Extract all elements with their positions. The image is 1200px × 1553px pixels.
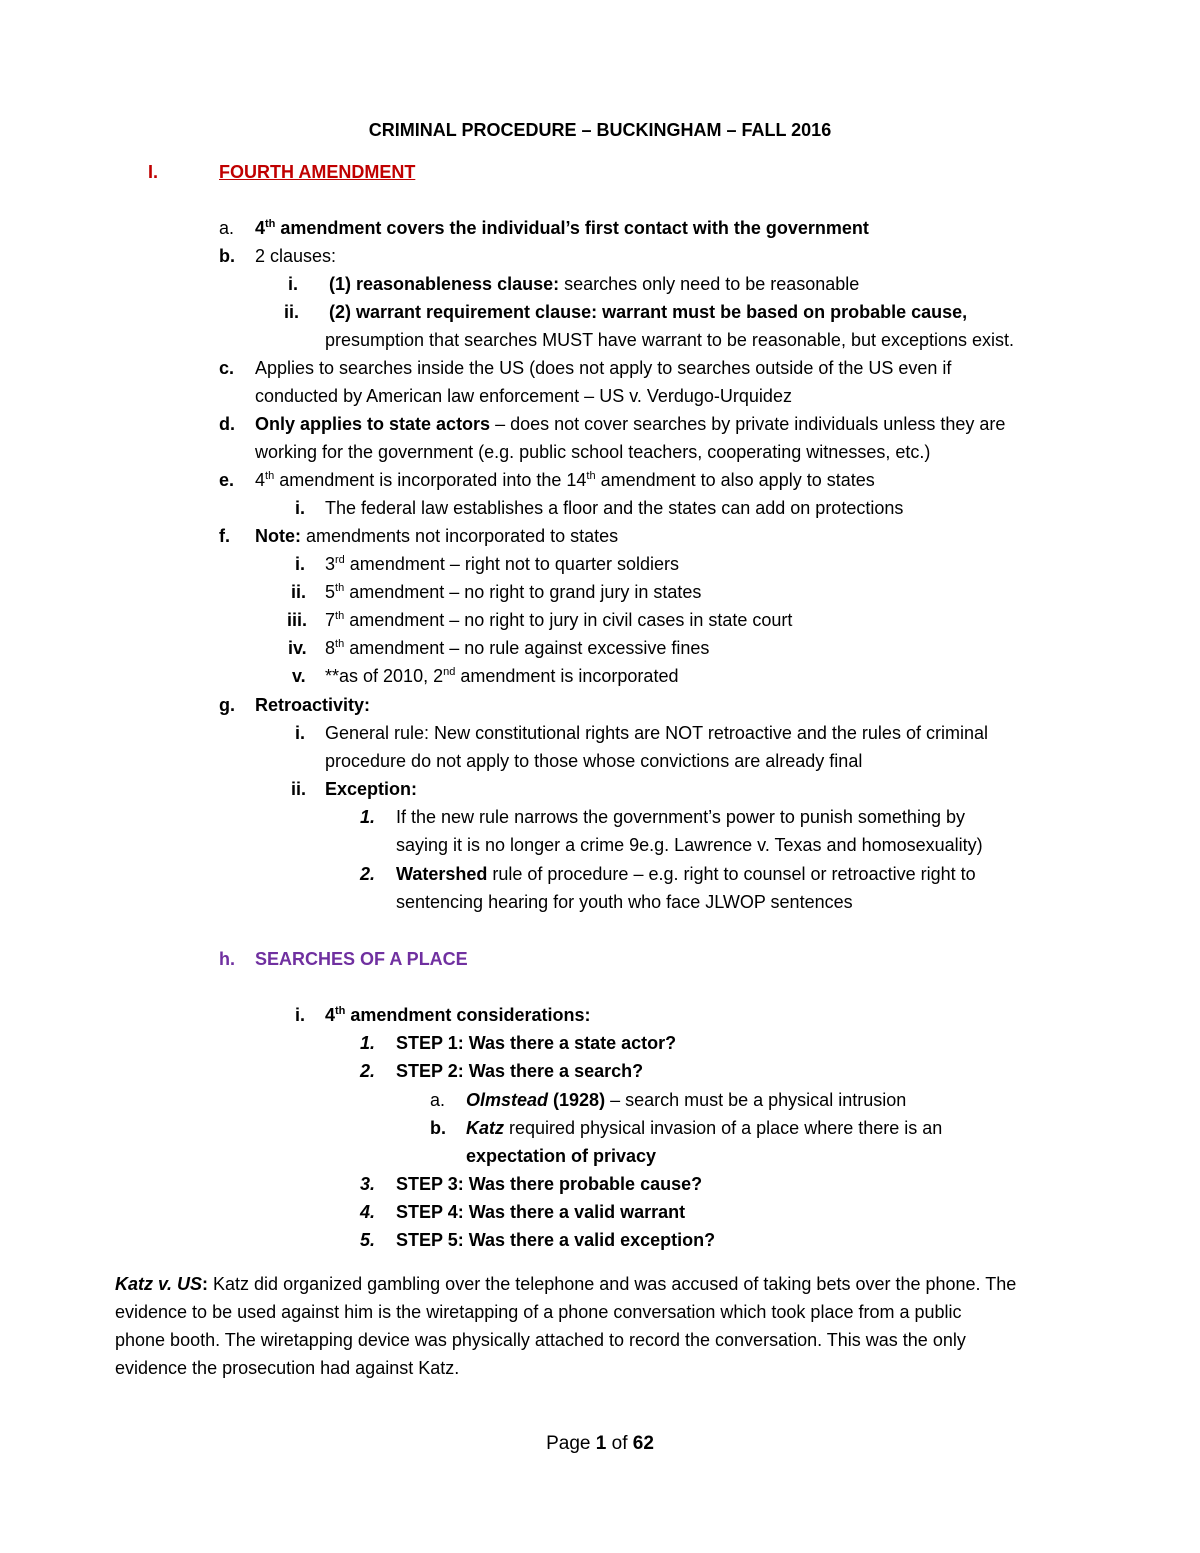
item-f-i-sup: rd [335, 554, 345, 566]
item-b-i-bold: (1) reasonableness clause: [329, 274, 560, 294]
list-label-f-v: v. [292, 666, 306, 686]
list-label-step-4: 4. [360, 1202, 376, 1222]
item-g-i-line1: General rule: New constitutional rights are NOT retroactive and the rules of criminal [325, 723, 988, 743]
list-label-f-ii: ii. [291, 582, 307, 602]
item-g-ii: Exception: [325, 779, 418, 799]
item-e [255, 466, 875, 494]
item-a-number: 4 [255, 218, 266, 238]
katz-text-1: Katz did organized gambling over the telephone and was accused of taking bets over the phone. The [208, 1274, 1017, 1294]
item-d-line2: working for the government (e.g. public school teachers, cooperating witnesses, etc.) [255, 442, 931, 462]
item-e-sup1: th [265, 470, 275, 482]
item-c-line2: conducted by American law enforcement – US v. Verdugo-Urquidez [255, 386, 792, 406]
item-d-line1 [255, 410, 1005, 438]
list-label-f: f. [219, 526, 230, 546]
item-h-i [325, 1001, 590, 1029]
list-label-d: d. [219, 414, 235, 434]
item-f-iii [325, 606, 792, 634]
step-3: STEP 3: Was there probable cause? [396, 1174, 703, 1194]
item-h-heading: SEARCHES OF A PLACE [255, 949, 468, 969]
item-d-text: – does not cover searches by private individuals unless they are [490, 414, 1006, 434]
section-heading: FOURTH AMENDMENT [219, 162, 416, 182]
item-f-iv-sup: th [335, 638, 345, 650]
katz-paragraph-line4: evidence the prosecution had against Katz. [115, 1358, 460, 1378]
item-f-text: amendments not incorporated to states [301, 526, 619, 546]
step-1: STEP 1: Was there a state actor? [396, 1033, 677, 1053]
item-f [255, 522, 618, 550]
item-g-i-line2: procedure do not apply to those whose convictions are already final [325, 751, 863, 771]
page-footer [0, 1430, 1200, 1458]
item-f-bold: Note: [255, 526, 301, 546]
list-label-e: e. [219, 470, 235, 490]
item-f-v-text: amendment is incorporated [455, 666, 679, 686]
list-label-step-2-a: a. [430, 1090, 446, 1110]
list-label-f-i: i. [295, 554, 306, 574]
list-label-f-iii: iii. [287, 610, 308, 630]
list-label-h-i: i. [295, 1005, 306, 1025]
item-f-iv-text: amendment – no rule against excessive fines [344, 638, 710, 658]
step-2-a [466, 1086, 906, 1114]
case-olmstead: Olmstead [466, 1090, 549, 1110]
item-b-i-text: searches only need to be reasonable [559, 274, 860, 294]
item-f-v-sup: nd [443, 666, 456, 678]
item-g-ii-2-line1 [396, 860, 976, 888]
item-f-i-text: amendment – right not to quarter soldiers [344, 554, 679, 574]
footer-page-word: Page [546, 1433, 596, 1454]
katz-paragraph-line3: phone booth. The wiretapping device was physically attached to record the conversation. This was the only [115, 1330, 966, 1350]
list-label-h: h. [219, 949, 235, 969]
list-label-g-ii-1: 1. [360, 807, 376, 827]
list-label-a: a. [219, 218, 235, 238]
footer-of-word: of [606, 1433, 633, 1454]
item-f-iii-sup: th [335, 610, 345, 622]
list-label-b-ii: ii. [284, 302, 300, 322]
list-label-g-ii-2: 2. [360, 864, 376, 884]
list-label-g-ii: ii. [291, 779, 307, 799]
document-title: CRIMINAL PROCEDURE – BUCKINGHAM – FALL 2016 [368, 120, 832, 140]
item-g-ii-2-bold: Watershed [396, 864, 488, 884]
item-a-sup: th [265, 218, 276, 230]
item-h-i-number: 4 [325, 1005, 336, 1025]
item-f-ii-text: amendment – no right to grand jury in states [344, 582, 702, 602]
step-2-a-text: – search must be a physical intrusion [605, 1090, 907, 1110]
case-katz: Katz [466, 1118, 505, 1138]
list-label-c: c. [219, 358, 235, 378]
item-f-ii-sup: th [335, 582, 345, 594]
step-2-b-text: required physical invasion of a place where there is an [504, 1118, 943, 1138]
item-f-iii-number: 7 [325, 610, 336, 630]
step-4: STEP 4: Was there a valid warrant [396, 1202, 686, 1222]
section-number: I. [148, 162, 159, 182]
list-label-g-i: i. [295, 723, 306, 743]
item-a-text: amendment covers the individual’s first contact with the government [275, 218, 869, 238]
step-5: STEP 5: Was there a valid exception? [396, 1230, 716, 1250]
item-e-i: The federal law establishes a floor and the states can add on protections [325, 498, 904, 518]
list-label-step-1: 1. [360, 1033, 376, 1053]
item-c-line1: Applies to searches inside the US (does not apply to searches outside of the US even if [255, 358, 952, 378]
item-f-iv [325, 634, 709, 662]
step-2-b [466, 1114, 942, 1142]
katz-colon: : [202, 1274, 209, 1294]
item-b-ii-cont: presumption that searches MUST have warrant to be reasonable, but exceptions exist. [325, 330, 1015, 350]
item-h-i-text: amendment considerations: [345, 1005, 591, 1025]
item-e-sup2: th [586, 470, 596, 482]
list-label-b: b. [219, 246, 235, 266]
item-f-iii-text: amendment – no right to jury in civil cases in state court [344, 610, 793, 630]
katz-paragraph-line2: evidence to be used against him is the wiretapping of a phone conversation which took place from a public [115, 1302, 962, 1322]
item-f-iv-number: 8 [325, 638, 336, 658]
list-label-g: g. [219, 695, 235, 715]
item-g-ii-1-line1: If the new rule narrows the government’s power to punish something by [396, 807, 965, 827]
step-2: STEP 2: Was there a search? [396, 1061, 644, 1081]
item-f-i-number: 3 [325, 554, 336, 574]
item-g-ii-1-line2: saying it is no longer a crime 9e.g. Lawrence v. Texas and homosexuality) [396, 835, 983, 855]
item-f-ii [325, 578, 701, 606]
item-f-v-number: **as of 2010, 2 [325, 666, 444, 686]
item-g-ii-2-text: rule of procedure – e.g. right to counsel or retroactive right to [487, 864, 976, 884]
step-2-b-line2: expectation of privacy [466, 1146, 657, 1166]
item-f-i [325, 550, 679, 578]
footer-page-number: 1 [595, 1433, 607, 1454]
item-e-text: amendment to also apply to states [595, 470, 875, 490]
list-label-step-2: 2. [360, 1061, 376, 1081]
list-label-step-3: 3. [360, 1174, 376, 1194]
list-label-e-i: i. [295, 498, 306, 518]
list-label-step-2-b: b. [430, 1118, 446, 1138]
footer-total-pages: 62 [632, 1433, 654, 1454]
list-label-f-iv: iv. [288, 638, 307, 658]
katz-paragraph-line1 [115, 1270, 1016, 1298]
item-g-ii-2-line2: sentencing hearing for youth who face JLWOP sentences [396, 892, 853, 912]
item-b-i [329, 270, 859, 298]
list-label-step-5: 5. [360, 1230, 376, 1250]
item-b: 2 clauses: [255, 246, 337, 266]
item-f-ii-number: 5 [325, 582, 336, 602]
case-katz-v-us: Katz v. US [115, 1274, 203, 1294]
item-e-number: 4 [255, 470, 266, 490]
item-h-i-sup: th [335, 1005, 346, 1017]
item-g: Retroactivity: [255, 695, 371, 715]
list-label-b-i: i. [288, 274, 299, 294]
item-d-bold: Only applies to state actors [255, 414, 491, 434]
item-b-ii: (2) warrant requirement clause: warrant must be based on probable cause, [329, 302, 968, 322]
item-e-mid: amendment is incorporated into the 14 [274, 470, 587, 490]
item-f-v [325, 662, 678, 690]
item-a [255, 214, 869, 242]
case-olmstead-year: (1928) [548, 1090, 606, 1110]
